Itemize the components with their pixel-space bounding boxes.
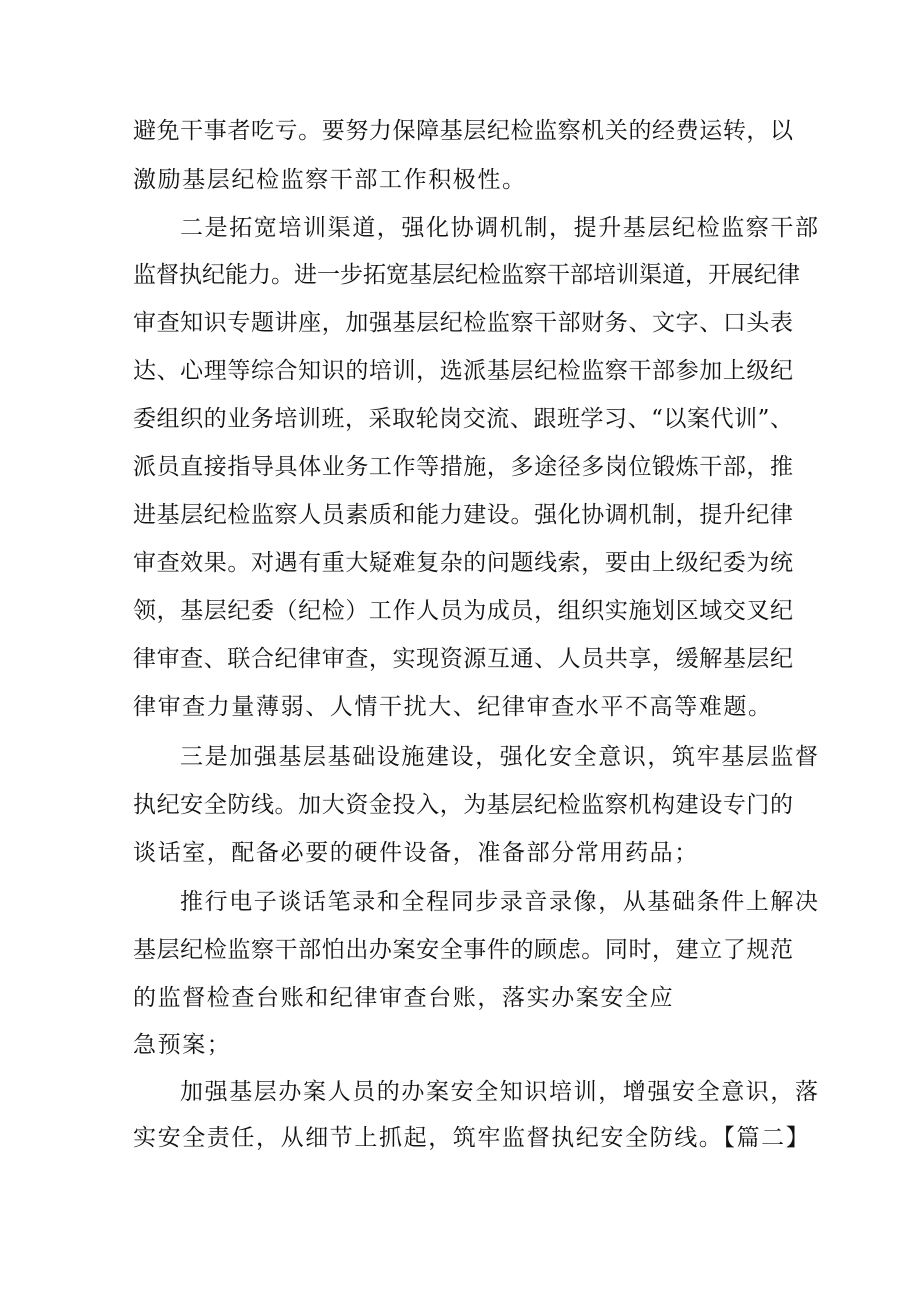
text-line: 的监督检查台账和纪律审查台账，落实办案安全应 xyxy=(133,985,675,1011)
text-line: 基层纪检监察干部怕出办案安全事件的顾虑。同时，建立了规范 xyxy=(133,937,793,963)
text-line: 审查效果。对遇有重大疑难复杂的问题线索，要由上级纪委为统 xyxy=(133,550,793,576)
text-line: 审查知识专题讲座，加强基层纪检监察干部财务、文字、口头表 xyxy=(133,310,793,336)
text-line: 急预案； xyxy=(133,1032,232,1058)
paragraph-first-line: 二是拓宽培训渠道，强化协调机制，提升基层纪检监察干部 xyxy=(180,215,820,241)
text-line: 委组织的业务培训班，采取轮岗交流、跟班学习、“以案代训”、 xyxy=(133,406,793,432)
text-line: 进基层纪检监察人员素质和能力建设。强化协调机制，提升纪律 xyxy=(133,502,793,528)
text-line: 律审查、联合纪律审查，实现资源互通、人员共享，缓解基层纪 xyxy=(133,646,793,672)
text-line: 监督执纪能力。进一步拓宽基层纪检监察干部培训渠道，开展纪律 xyxy=(133,262,800,288)
paragraph-first-line: 推行电子谈话笔录和全程同步录音录像，从基础条件上解决 xyxy=(180,889,820,915)
text-line: 达、心理等综合知识的培训，选派基层纪检监察干部参加上级纪 xyxy=(133,358,793,384)
paragraph-first-line: 三是加强基层基础设施建设，强化安全意识，筑牢基层监督 xyxy=(180,744,820,770)
text-line: 律审查力量薄弱、人情干扰大、纪律审查水平不高等难题。 xyxy=(133,694,773,720)
text-line: 实安全责任，从细节上抓起，筑牢监督执纪安全防线。【篇二】 xyxy=(133,1125,811,1151)
text-line: 领，基层纪委（纪检）工作人员为成员，组织实施划区域交叉纪 xyxy=(133,598,793,624)
text-line: 激励基层纪检监察干部工作积极性。 xyxy=(133,167,527,193)
text-line: 派员直接指导具体业务工作等措施，多途径多岗位锻炼干部，推 xyxy=(133,454,793,480)
paragraph-first-line: 加强基层办案人员的办案安全知识培训，增强安全意识，落 xyxy=(180,1079,820,1105)
text-line: 谈话室，配备必要的硬件设备，准备部分常用药品； xyxy=(133,840,699,866)
text-line: 执纪安全防线。加大资金投入，为基层纪检监察机构建设专门的 xyxy=(133,792,793,818)
text-line: 避免干事者吃亏。要努力保障基层纪检监察机关的经费运转，以 xyxy=(133,118,793,144)
